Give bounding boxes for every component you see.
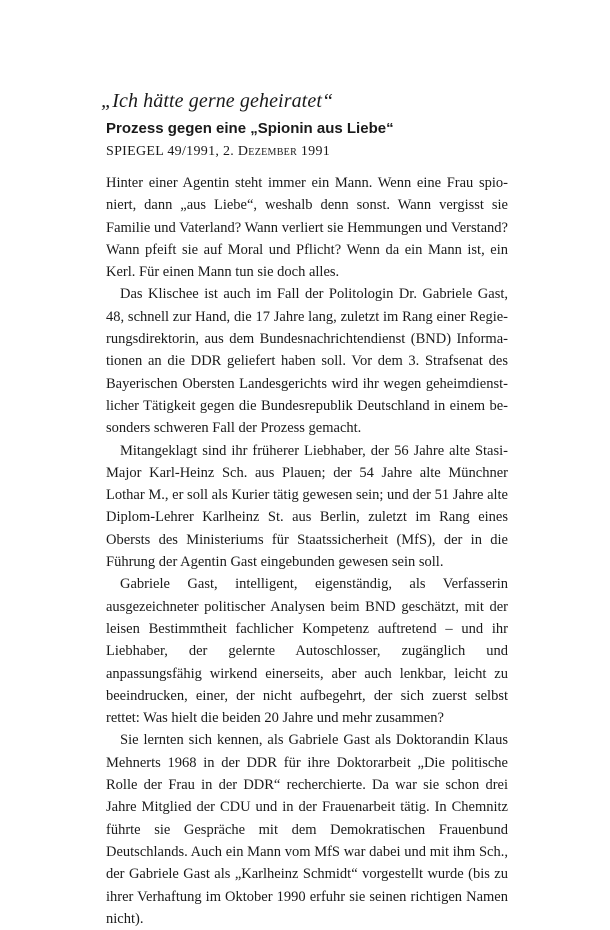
article-kicker: „Ich hätte gerne geheiratet“ [101, 90, 334, 112]
article-body [106, 172, 508, 930]
article-headline: Prozess gegen eine „Spionin aus Liebe“ [106, 120, 394, 137]
paragraph-5: Sie lernten sich kennen, als Gabriele Gast als Doktorandin Klaus Mehnerts 1968 in der DDR für ihre Doktorarbeit „Die politische Rolle der Frau in der DDR“ recherchierte. Da war sie schon drei Jahre Mitglied der CDU und in der Frauenarbeit tätig. In Chemnitz führte sie Gespräche mit dem Demokratischen Frauenbund Deutschlands. Auch ein Mann vom MfS war dabei und mit ihm Sch., der Gabriele Gast als „Karlheinz Schmidt“ vorgestellt wurde (bis zu ihrer Verhaftung im Oktober 1990 erfuhr sie seinen richtigen Namen nicht). [106, 732, 508, 927]
paragraph-2: Das Klischee ist auch im Fall der Politologin Dr. Gabriele Gast, 48, schnell zur Hand, die 17 Jahre lang, zuletzt im Rang einer Regierungsdirektorin, aus dem Bundesnachrichtendienst (BND) Informationen an die DDR geliefert haben soll. Vor dem 3. Strafsenat des Bayerischen Obersten Landesgerichts wird ihr wegen geheimdienstlicher Tätigkeit gegen die Bundesrepublik Deutschland in einem besonders schweren Fall der Prozess gemacht. [106, 286, 508, 437]
paragraph-3: Mitangeklagt sind ihr früherer Liebhaber, der 56 Jahre alte Stasi-Major Karl-Heinz Sch. aus Plauen; der 54 Jahre alte Münchner Lothar M., er soll als Kurier tätig gewesen sein; und der 51 Jahre alte Diplom-Lehrer Karlheinz St. aus Berlin, zuletzt im Rang eines Obersts des Ministeriums für Staatssicherheit (MfS), der in die Führung der Agentin Gast eingebunden gewesen sein soll. [106, 442, 508, 571]
article [101, 88, 508, 930]
paragraph-4: Gabriele Gast, intelligent, eigenständig, als Verfasserin ausgezeichneter politischer Analysen beim BND geschätzt, mit der leisen Bestimmtheit fachlicher Kompetenz auftretend – und ihr Liebhaber, der gelernte Autoschlosser, zugänglich und anpassungsfähig wirkend einerseits, aber auch lenkbar, leicht zu beeindrucken, einer, der nicht aufbegehrt, der sich zuerst selbst rettet: Was hielt die beiden 20 Jahre und mehr zusammen? [106, 576, 508, 727]
paragraph-1: Hinter einer Agentin steht immer ein Mann. Wenn eine Frau spioniert, dann „aus Liebe“, weshalb denn sonst. Wann vergisst sie Familie und Vaterland? Wann verliert sie Hemmungen und Verstand? Wann pfeift sie auf Moral und Pflicht? Wenn da ein Mann ist, ein Kerl. Für einen Mann tun sie doch alles. [106, 175, 508, 281]
article-source: SPIEGEL 49/1991, 2. Dezember 1991 [106, 144, 331, 159]
